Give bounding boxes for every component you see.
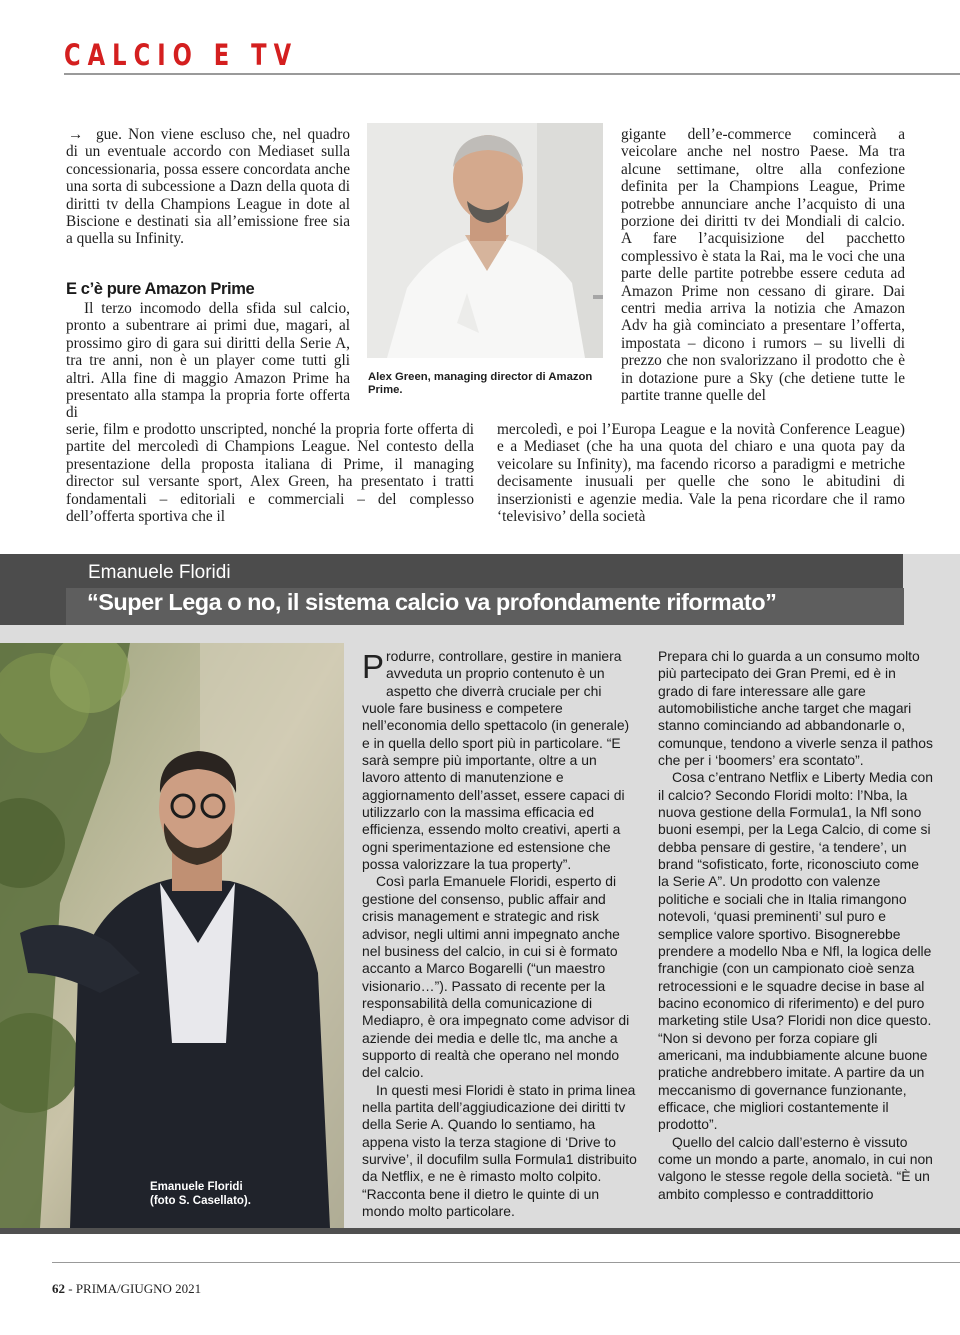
photo-caption: Alex Green, managing director di Amazon Prime. xyxy=(368,371,593,396)
article-subhead: E c’è pure Amazon Prime xyxy=(66,280,255,298)
interview-paragraph: Prepara chi lo guarda a un consumo molto più partecipato dei Gran Premi, ed è in grado di fare interessare alle gare automobilistiche anche target che magari stanno cominciando ad abbandonarle o, comunque, tendono a viverle senza il pathos che per i ‘boomers’ era scontato”. xyxy=(658,648,933,769)
interview-name: Emanuele Floridi xyxy=(88,562,231,583)
article-paragraph: → gue. Non viene escluso che, nel quadro di un eventuale accordo con Mediaset sulla concessionaria, possa essere concordata anche una sorta di subcessione a Dazn della quota di diritti tv della Champions League in dote al Biscione e destinati sia all’emissione free sia a quella su Infinity. xyxy=(66,126,350,248)
publication-name: - PRIMA/GIUGNO 2021 xyxy=(65,1281,202,1296)
page-number: 62 xyxy=(52,1281,65,1296)
article-column-left-mid xyxy=(66,300,350,422)
page-folio xyxy=(52,1281,201,1297)
continuation-arrow-icon: → xyxy=(68,126,84,143)
drop-cap: P xyxy=(362,648,385,685)
footer-rule xyxy=(52,1262,960,1263)
article-column-right-wide xyxy=(497,421,905,525)
interview-column-left xyxy=(362,648,637,1220)
article-column-right-top xyxy=(621,126,905,405)
interview-title: “Super Lega o no, il sistema calcio va profondamente riformato” xyxy=(87,589,777,615)
interview-paragraph: In questi mesi Floridi è stato in prima linea nella partita dell’aggiudicazione dei diritti tv della Serie A. Quando lo sentiamo, ha appena visto la terza stagione di ‘Drive to survive’, il docufilm sulla Formula1 distribuito da Netflix, e ne è rimasto molto colpito. “Racconta bene il dietro le quinte di un mondo molto particolare. xyxy=(362,1081,637,1219)
interview-paragraph: Produrre, controllare, gestire in maniera avveduta un proprio contenuto è un aspetto che diverrà cruciale per chi vuole fare business e competere nell’economia dello spettacolo (in generale) e in quella dello sport più in particolare. “E sarà sempre più importante, oltre a un lavoro attento di manutenzione e aggiornamento dell’asset, essere capaci di utilizzarlo con la massima efficacia ed efficienza, essendo molto creativi, aperti a ogni sperimentazione ed estensione che possa valorizzare la tua property”. xyxy=(362,648,630,873)
interview-bottom-band xyxy=(0,1228,960,1234)
interview-paragraph: Quello del calcio dall’esterno è vissuto come un mondo a parte, anomalo, in cui non valgono le stesse regole della società. “È un ambito complesso e contraddittorio xyxy=(658,1133,933,1202)
header-rule xyxy=(64,73,960,75)
article-paragraph: Il terzo incomodo della sfida sul calcio, pronto a subentrare ai primi due, magari, al prossimo giro di gara sui diritti della Serie A, tra tre anni, non è un player come tutti gli altri. Alla fine di maggio Amazon Prime ha presentato alla stampa la propria forte offerta di xyxy=(66,300,350,422)
emanuele-floridi-photo xyxy=(0,643,344,1228)
section-title: CALCIO E TV xyxy=(64,38,299,72)
photo-caption: Emanuele Floridi (foto S. Casellato). xyxy=(150,1181,251,1207)
article-paragraph: gigante dell’e-commerce comincerà a veicolare anche nel nostro Paese. Ma tra alcune settimane, oltre alla confezione definita per la Champions League, Prime potrebbe annunciare anche l’acquisto di una porzione dei diritti tv dei Mondiali di calcio. A fare l’acquisizione del pacchetto complessivo è stata la Rai, ma le voci che una parte delle partite potrebbe essere ceduta ad Amazon Prime non cessano di girare. Dai centri media arriva la notizia che Amazon Adv ha già cominciato a presentare l’offerta, impostata – dicono i rumors – su livelli di prezzo che non svalorizzano il prodotto che è in dotazione pure a Sky (che detiene tutte le partite tranne quelle del xyxy=(621,126,905,405)
interview-paragraph: Così parla Emanuele Floridi, esperto di gestione del consenso, public affair and crisis management e strategic and risk advisor, negli ultimi anni impegnato anche nel business del calcio, in cui si è formato accanto a Marco Bogarelli (“un maestro visionario…”). Passato di recente per la responsabilità della comunicazione di Mediapro, è ora impegnato come advisor di aziende dei media e delle tlc, ma anche a supporto di realtà che operano nel mondo del calcio. xyxy=(362,873,630,1081)
article-paragraph: serie, film e prodotto unscripted, nonché la propria forte offerta di partite del mercoledì di Champions League. Nel contesto della presentazione della proposta italiana di Prime, il managing director sul versante sport, Alex Green, ha presentato i tratti fondamentali – editoriali e commerciali – del complesso dell’offerta sportiva che il xyxy=(66,421,474,526)
interview-paragraph: Cosa c’entrano Netflix e Liberty Media con il calcio? Secondo Floridi molto: l’Nba, la nuova gestione della Formula1, la Nfl sono buoni esempi, per la Lega Calcio, di come si debba pensare di gestire, ‘a tendere’, un brand “sofisticato, forte, riconosciuto come la Serie A”. Un prodotto con valenze politiche e sociali che in Italia rimangono notevoli, ‘quasi preminenti’ sul puro e semplice valore sportivo. Bisognerebbe prendere a modello Nba e Nfl, la logica delle franchigie (con un campionato cioè senza retrocessioni e le squadre decise in base al bacino economico di riferimento) e del puro marketing stile Usa? Floridi non dice questo. “Non si devono per forza copiare gli americani, ma indubbiamente alcune buone pratiche andrebbero imitate. A partire da un meccanismo di governance funzionante, efficace, che migliori costantemente il prodotto”. xyxy=(658,769,933,1133)
article-column-left-top xyxy=(66,126,350,248)
article-paragraph: mercoledì, e poi l’Europa League e la novità Conference League) e a Mediaset (che ha una quota del chiaro e una quota pay da veicolare su Infinity), ma facendo ricorso a paradigmi e metriche decisamente inusuali per quelle che sono le abitudini di inserzionisti e agenzie media. Vale la pena ricordare che il ramo ‘televisivo’ della società xyxy=(497,421,905,526)
interview-column-right xyxy=(658,648,933,1203)
alex-green-photo xyxy=(367,123,603,358)
article-column-left-wide xyxy=(66,421,474,525)
